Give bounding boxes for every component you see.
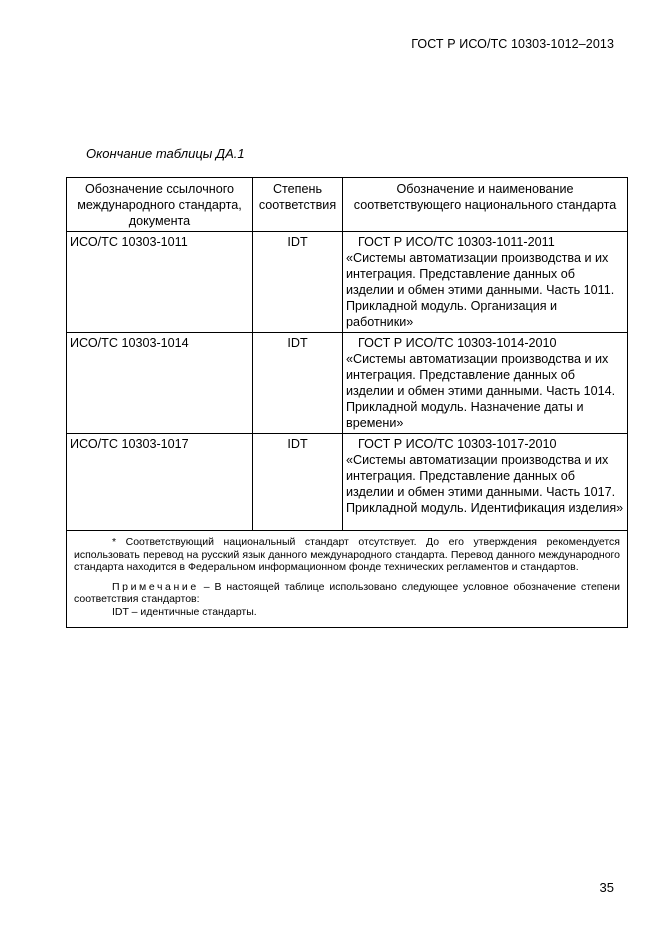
- header-degree: Степень соответствия: [253, 178, 343, 232]
- note-text: – В настоящей таблице использовано следующее условное обозначение степени соответствия стандартов:: [74, 580, 620, 605]
- cell-international-code: ИСО/ТС 10303-1011: [67, 232, 253, 333]
- cell-degree: IDT: [253, 434, 343, 531]
- national-code: ГОСТ Р ИСО/ТС 10303-1014-2010: [358, 336, 557, 350]
- cell-national-standard: [343, 434, 628, 531]
- page-number: 35: [599, 880, 614, 895]
- national-code: ГОСТ Р ИСО/ТС 10303-1011-2011: [358, 235, 555, 249]
- table-header-row: [67, 178, 628, 232]
- cell-international-code: ИСО/ТС 10303-1014: [67, 333, 253, 434]
- table-notes: [67, 531, 628, 628]
- document-header: ГОСТ Р ИСО/ТС 10303-1012–2013: [411, 37, 614, 51]
- cell-international-code: ИСО/ТС 10303-1017: [67, 434, 253, 531]
- table-caption: Окончание таблицы ДА.1: [86, 146, 245, 161]
- idt-definition: IDT – идентичные стандарты.: [112, 605, 257, 618]
- header-international-standard: Обозначение ссылочного международного стандарта, документа: [67, 178, 253, 232]
- table-notes-row: [67, 531, 628, 628]
- cell-degree: IDT: [253, 232, 343, 333]
- table-row: [67, 333, 628, 434]
- correspondence-table: [66, 177, 628, 628]
- cell-national-standard: [343, 232, 628, 333]
- national-title: «Системы автоматизации производства и их интеграция. Представление данных об изделии и обмен этими данными. Часть 1011. Прикладной модуль. Организация и работники»: [346, 251, 615, 329]
- header-national-standard: Обозначение и наименование соответствующего национального стандарта: [343, 178, 628, 232]
- cell-national-standard: [343, 333, 628, 434]
- note-label: Примечание: [112, 580, 199, 593]
- table-row: [67, 232, 628, 333]
- table-row: [67, 434, 628, 531]
- footnote: * Соответствующий национальный стандарт отсутствует. До его утверждения рекомендуется использовать перевод на русский язык данного международного стандарта. Перевод данного международного стандарта находится в Федеральном информационном фонде технических регламентов и стандартов.: [74, 536, 620, 573]
- national-title: «Системы автоматизации производства и их интеграция. Представление данных об изделии и обмен этими данными. Часть 1017. Прикладной модуль. Идентификация изделия»: [346, 453, 624, 515]
- national-code: ГОСТ Р ИСО/ТС 10303-1017-2010: [358, 437, 557, 451]
- national-title: «Системы автоматизации производства и их интеграция. Представление данных об изделии и обмен этими данными. Часть 1014. Прикладной модуль. Назначение даты и времени»: [346, 352, 616, 430]
- cell-degree: IDT: [253, 333, 343, 434]
- note: [74, 581, 620, 606]
